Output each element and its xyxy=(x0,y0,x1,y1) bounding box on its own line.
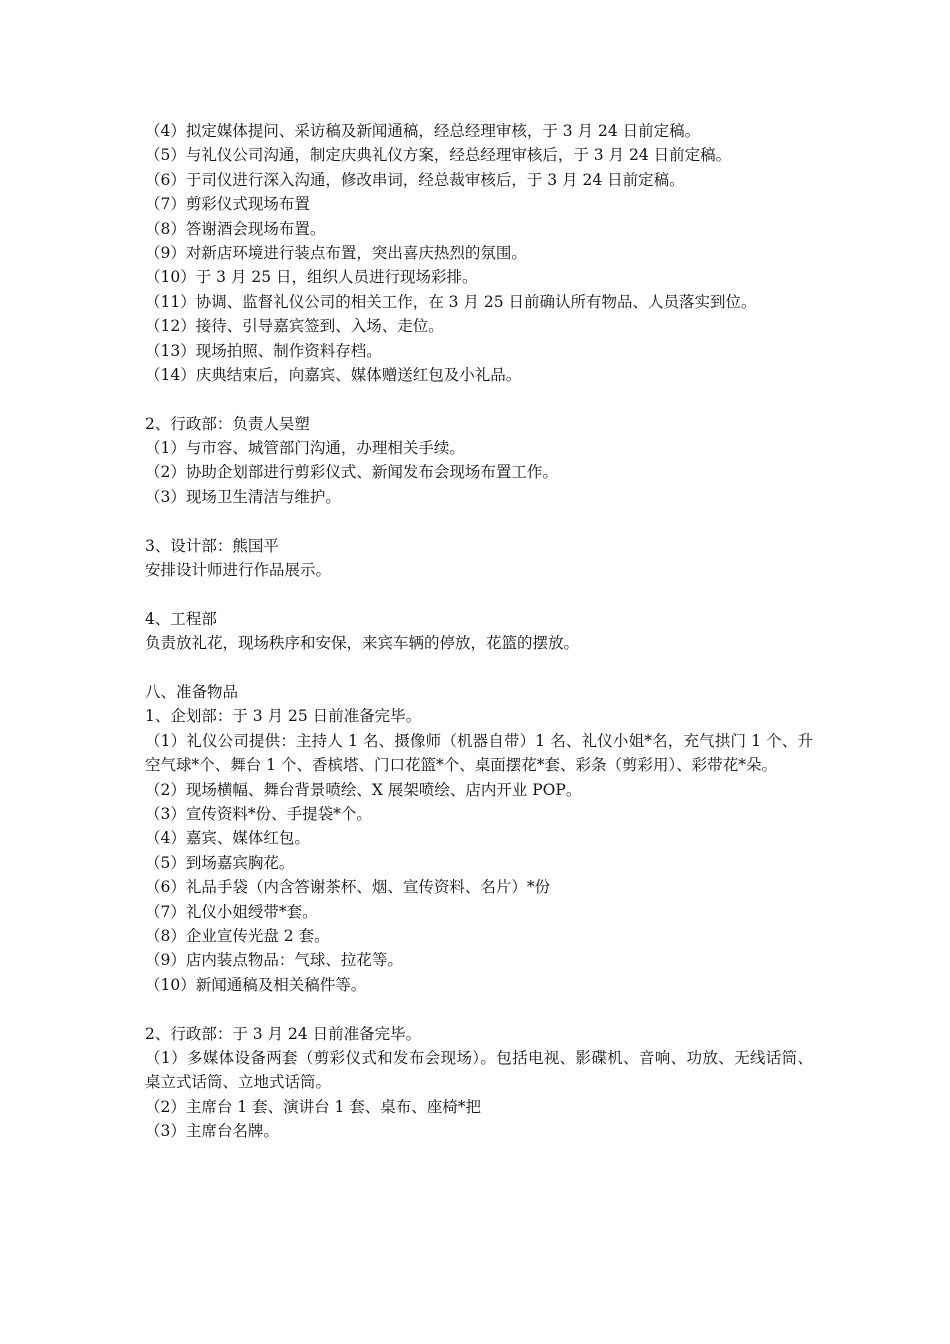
blank-line xyxy=(145,387,813,411)
text-line: 2、行政部：负责人吴塑 xyxy=(145,414,310,433)
blank-line xyxy=(145,997,813,1021)
text-line: （12）接待、引导嘉宾签到、入场、走位。 xyxy=(145,317,444,336)
text-line: （9）店内装点物品：气球、拉花等。 xyxy=(145,951,403,970)
text-line: （14）庆典结束后，向嘉宾、媒体赠送红包及小礼品。 xyxy=(145,365,522,384)
text-line: （10）新闻通稿及相关稿件等。 xyxy=(145,975,367,994)
text-line: （4）嘉宾、媒体红包。 xyxy=(145,829,310,848)
text-line: （7）剪彩仪式现场布置 xyxy=(145,195,310,214)
blank-line xyxy=(145,656,813,680)
text-line: （6）礼品手袋（内含答谢茶杯、烟、宣传资料、名片）*份 xyxy=(145,878,551,897)
text-line: （9）对新店环境进行装点布置，突出喜庆热烈的氛围。 xyxy=(145,243,527,262)
blank-line xyxy=(145,582,813,606)
text-line: 2、行政部：于 3 月 24 日前准备完毕。 xyxy=(145,1024,422,1043)
text-line: （3）宣传资料*份、手提袋*个。 xyxy=(145,804,372,823)
text-line: 安排设计师进行作品展示。 xyxy=(145,561,332,580)
text-line: （1）与市容、城管部门沟通，办理相关手续。 xyxy=(145,439,465,458)
paragraph: （11）协调、监督礼仪公司的相关工作，在 3 月 25 日前确认所有物品、人员落实到位。 xyxy=(145,292,757,311)
text-line: （13）现场拍照、制作资料存档。 xyxy=(145,341,382,360)
text-line: （10）于 3 月 25 日，组织人员进行现场彩排。 xyxy=(145,268,478,287)
text-line: （2）主席台 1 套、演讲台 1 套、桌布、座椅*把 xyxy=(145,1097,482,1116)
blank-line xyxy=(145,509,813,533)
text-line: （5）到场嘉宾胸花。 xyxy=(145,853,295,872)
text-line: 4、工程部 xyxy=(145,609,217,628)
text-line: 八、准备物品 xyxy=(145,683,239,701)
text-line: 1、企划部：于 3 月 25 日前准备完毕。 xyxy=(145,707,422,726)
document-page xyxy=(145,119,813,1143)
text-line: （2）协助企划部进行剪彩仪式、新闻发布会现场布置工作。 xyxy=(145,463,558,482)
text-line: （6）于司仪进行深入沟通，修改串词，经总裁审核后，于 3 月 24 日前定稿。 xyxy=(145,170,685,189)
text-line: （3）现场卫生清洁与维护。 xyxy=(145,487,341,506)
text-line: （7）礼仪小姐绶带*套。 xyxy=(145,902,318,921)
text-line: （3）主席台名牌。 xyxy=(145,1122,279,1141)
text-line: （4）拟定媒体提问、采访稿及新闻通稿，经总经理审核，于 3 月 24 日前定稿。 xyxy=(145,122,701,140)
text-line: （2）现场横幅、舞台背景喷绘、X 展架喷绘、店内开业 POP。 xyxy=(145,780,582,799)
text-line: （8）企业宣传光盘 2 套。 xyxy=(145,926,330,945)
paragraph: （1）多媒体设备两套（剪彩仪式和发布会现场）。包括电视、影碟机、音响、功放、无线话筒、桌立式话筒、立地式话筒。 xyxy=(145,1048,813,1092)
text-line: （5）与礼仪公司沟通，制定庆典礼仪方案，经总经理审核后，于 3 月 24 日前定稿。 xyxy=(145,146,732,165)
text-line: 3、设计部：熊国平 xyxy=(145,536,279,555)
text-line: （8）答谢酒会现场布置。 xyxy=(145,219,326,238)
paragraph: （1）礼仪公司提供：主持人 1 名、摄像师（机器自带）1 名、礼仪小姐*名，充气拱门 1 个、升空气球*个、舞台 1 个、香槟塔、门口花篮*个、桌面摆花*套、彩条（剪彩用）、彩带花*朵。 xyxy=(145,731,813,775)
text-line: 负责放礼花，现场秩序和安保，来宾车辆的停放，花篮的摆放。 xyxy=(145,634,580,653)
